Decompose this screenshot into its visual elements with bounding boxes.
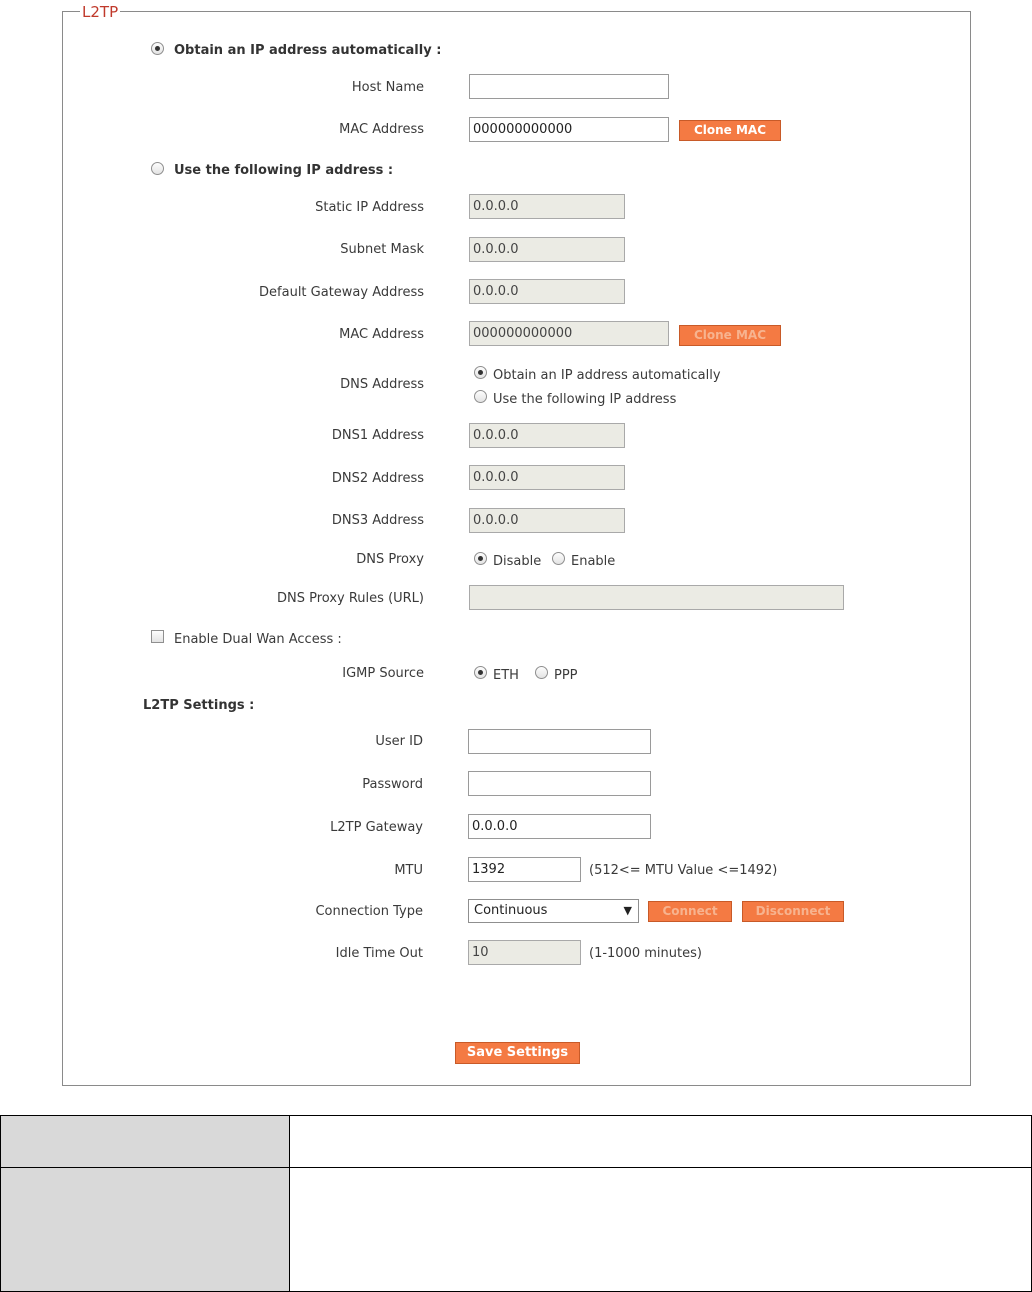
l2tp-settings-title: L2TP Settings : — [143, 698, 255, 713]
table-cell — [1, 1168, 290, 1292]
connection-type-value: Continuous — [474, 903, 548, 918]
l2tp-gateway-label: L2TP Gateway — [330, 820, 423, 835]
igmp-eth-label: ETH — [493, 668, 519, 683]
mtu-input[interactable]: 1392 — [468, 857, 581, 882]
dns3-label: DNS3 Address — [331, 513, 424, 528]
default-gateway-input[interactable]: 0.0.0.0 — [469, 279, 625, 304]
table-row — [1, 1116, 1032, 1168]
static-ip-option-label: Use the following IP address : — [174, 163, 394, 178]
mac-address-static-label: MAC Address — [339, 327, 424, 342]
table-row — [1, 1168, 1032, 1292]
auto-ip-radio[interactable] — [151, 42, 164, 55]
dual-wan-checkbox[interactable] — [151, 630, 164, 643]
static-ip-radio[interactable] — [151, 162, 164, 175]
igmp-ppp-radio[interactable] — [535, 666, 548, 679]
connection-type-label: Connection Type — [315, 904, 423, 919]
subnet-mask-label: Subnet Mask — [340, 242, 424, 257]
mtu-label: MTU — [394, 863, 423, 878]
dns-proxy-enable-label: Enable — [571, 554, 616, 569]
idle-timeout-input[interactable]: 10 — [468, 940, 581, 965]
dns-auto-radio[interactable] — [474, 366, 487, 379]
dns1-label: DNS1 Address — [331, 428, 424, 443]
dns-proxy-rules-label: DNS Proxy Rules (URL) — [277, 591, 424, 606]
dual-wan-label: Enable Dual Wan Access : — [174, 632, 342, 647]
save-settings-button[interactable]: Save Settings — [455, 1042, 580, 1064]
dns-manual-label: Use the following IP address — [493, 392, 677, 407]
static-ip-label: Static IP Address — [315, 200, 424, 215]
dns-proxy-label: DNS Proxy — [356, 552, 424, 567]
dns-auto-label: Obtain an IP address automatically — [493, 368, 721, 383]
auto-ip-label: Obtain an IP address automatically : — [174, 43, 442, 58]
clone-mac-button[interactable]: Clone MAC — [679, 120, 781, 141]
default-gateway-label: Default Gateway Address — [259, 285, 424, 300]
dns3-input[interactable]: 0.0.0.0 — [469, 508, 625, 533]
dns2-input[interactable]: 0.0.0.0 — [469, 465, 625, 490]
igmp-source-label: IGMP Source — [342, 666, 424, 681]
dns-proxy-rules-input[interactable] — [469, 585, 844, 610]
user-id-label: User ID — [375, 734, 423, 749]
dns-proxy-disable-radio[interactable] — [474, 552, 487, 565]
user-id-input[interactable] — [468, 729, 651, 754]
dns2-label: DNS2 Address — [331, 471, 424, 486]
dns-manual-radio[interactable] — [474, 390, 487, 403]
description-table — [0, 1115, 1032, 1292]
table-cell — [1, 1116, 290, 1168]
chevron-down-icon: ▼ — [623, 904, 632, 917]
dns1-input[interactable]: 0.0.0.0 — [469, 423, 625, 448]
igmp-eth-radio[interactable] — [474, 666, 487, 679]
connect-button[interactable]: Connect — [648, 901, 732, 922]
static-ip-input[interactable]: 0.0.0.0 — [469, 194, 625, 219]
idle-timeout-label: Idle Time Out — [335, 946, 423, 961]
dns-proxy-enable-radio[interactable] — [552, 552, 565, 565]
mac-address-label: MAC Address — [339, 122, 424, 137]
clone-mac-static-button[interactable]: Clone MAC — [679, 325, 781, 346]
password-input[interactable] — [468, 771, 651, 796]
password-label: Password — [362, 777, 423, 792]
l2tp-gateway-input[interactable]: 0.0.0.0 — [468, 814, 651, 839]
disconnect-button[interactable]: Disconnect — [742, 901, 844, 922]
mac-address-input[interactable]: 000000000000 — [469, 117, 669, 142]
table-cell — [290, 1116, 1032, 1168]
igmp-ppp-label: PPP — [554, 668, 578, 683]
subnet-mask-input[interactable]: 0.0.0.0 — [469, 237, 625, 262]
table-cell — [290, 1168, 1032, 1292]
mac-address-static-input[interactable]: 000000000000 — [469, 321, 669, 346]
dns-address-label: DNS Address — [340, 377, 424, 392]
dns-proxy-disable-label: Disable — [493, 554, 542, 569]
l2tp-legend: L2TP — [82, 3, 119, 21]
idle-timeout-hint: (1-1000 minutes) — [589, 946, 702, 961]
host-name-input[interactable] — [469, 74, 669, 99]
mtu-hint: (512<= MTU Value <=1492) — [589, 863, 778, 878]
host-name-label: Host Name — [351, 80, 424, 95]
connection-type-select[interactable] — [468, 899, 639, 923]
